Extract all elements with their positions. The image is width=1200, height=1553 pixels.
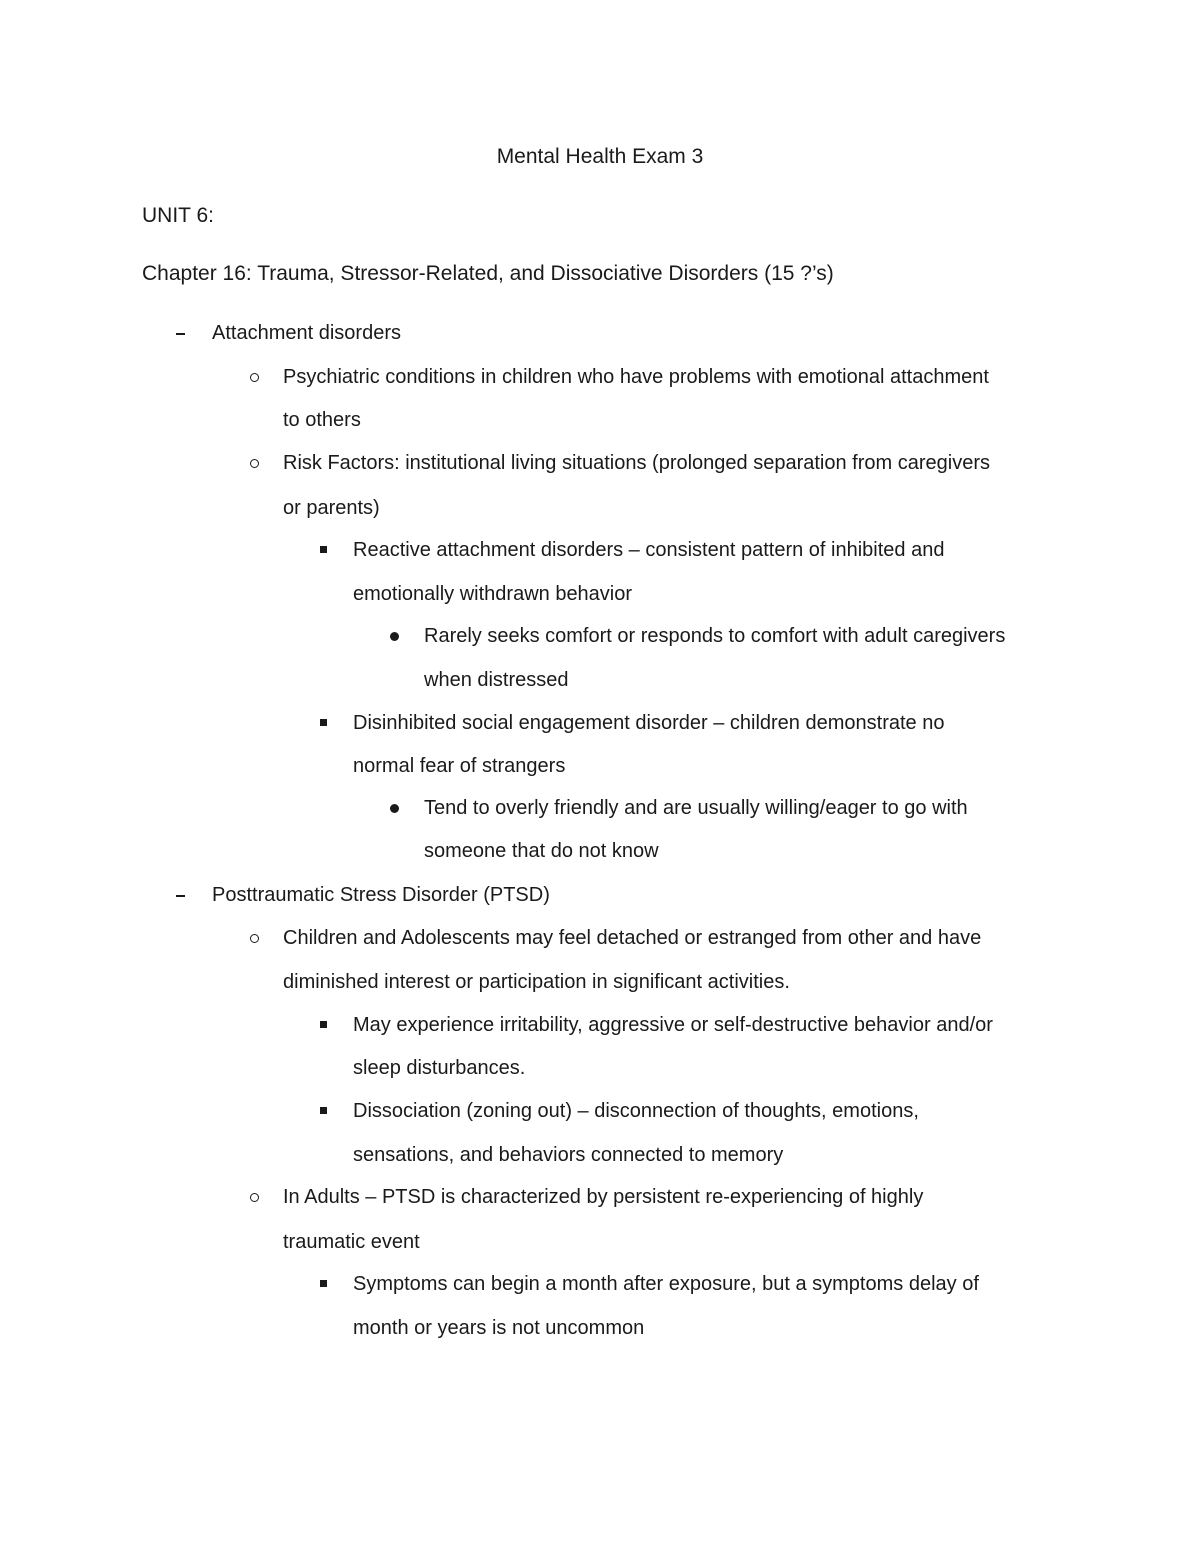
risk-factors-line1: Risk Factors: institutional living situations (prolonged separation from caregivers [283,452,990,474]
in-adults-line1: In Adults – PTSD is characterized by persistent re-experiencing of highly [283,1186,924,1208]
square-bullet-icon [320,546,327,553]
rarely-seeks-comfort-line2: when distressed [424,669,569,691]
dot-bullet-icon [390,804,399,813]
dash-bullet-icon [176,895,185,897]
square-bullet-icon [320,1280,327,1287]
unit-heading: UNIT 6: [142,204,214,227]
dissociation-line1: Dissociation (zoning out) – disconnection of thoughts, emotions, [353,1100,919,1122]
ptsd-label: Posttraumatic Stress Disorder (PTSD) [212,884,550,906]
square-bullet-icon [320,1107,327,1114]
symptoms-onset-line2: month or years is not uncommon [353,1317,645,1339]
square-bullet-icon [320,719,327,726]
in-adults-line2: traumatic event [283,1231,420,1253]
children-adolescents-line1: Children and Adolescents may feel detached or estranged from other and have [283,927,982,949]
circle-bullet-icon [250,373,259,382]
irritability-line2: sleep disturbances. [353,1057,526,1079]
disinhibited-engagement-line1: Disinhibited social engagement disorder – children demonstrate no [353,712,945,734]
attachment-disorders-label: Attachment disorders [212,322,401,344]
document-title: Mental Health Exam 3 [496,145,704,168]
dissociation-line2: sensations, and behaviors connected to memory [353,1144,784,1166]
reactive-attachment-line2: emotionally withdrawn behavior [353,583,633,605]
reactive-attachment-line1: Reactive attachment disorders – consistent pattern of inhibited and [353,539,945,561]
overly-friendly-line2: someone that do not know [424,840,659,862]
disinhibited-engagement-line2: normal fear of strangers [353,755,566,777]
rarely-seeks-comfort-line1: Rarely seeks comfort or responds to comfort with adult caregivers [424,625,1006,647]
dot-bullet-icon [390,632,399,641]
square-bullet-icon [320,1021,327,1028]
psychiatric-conditions-line2: to others [283,409,361,431]
symptoms-onset-line1: Symptoms can begin a month after exposure, but a symptoms delay of [353,1273,979,1295]
circle-bullet-icon [250,934,259,943]
psychiatric-conditions-line1: Psychiatric conditions in children who have problems with emotional attachment [283,366,989,388]
dash-bullet-icon [176,333,185,335]
circle-bullet-icon [250,1193,259,1202]
chapter-heading: Chapter 16: Trauma, Stressor-Related, and Dissociative Disorders (15 ?’s) [142,262,834,285]
overly-friendly-line1: Tend to overly friendly and are usually willing/eager to go with [424,797,968,819]
irritability-line1: May experience irritability, aggressive or self-destructive behavior and/or [353,1014,993,1036]
circle-bullet-icon [250,459,259,468]
children-adolescents-line2: diminished interest or participation in significant activities. [283,971,790,993]
risk-factors-line2: or parents) [283,497,380,519]
